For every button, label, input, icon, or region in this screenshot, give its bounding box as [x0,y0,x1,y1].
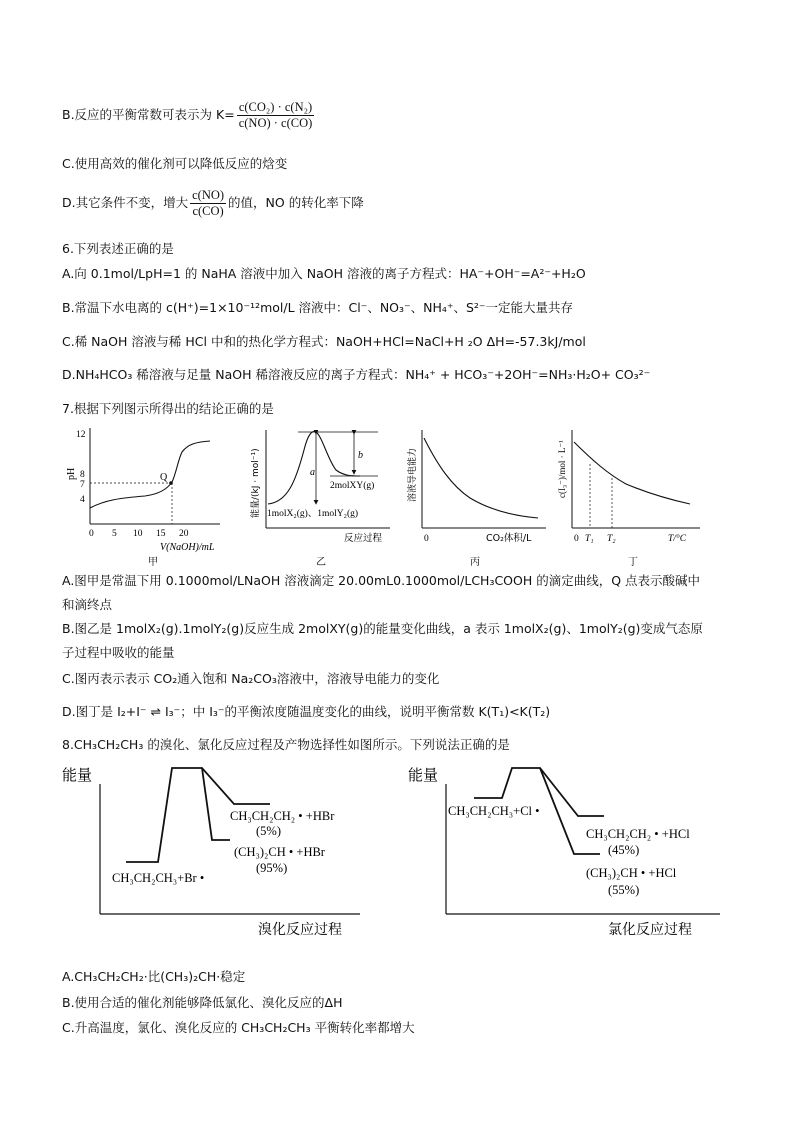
q6-option-b: B.常温下水电离的 c(H⁺)=1×10⁻¹²mol/L 溶液中：Cl⁻、NO₃⁻、NH₄⁺、S²⁻一定能大量共存 [62,300,574,315]
q6-option-d: D.NH₄HCO₃ 稀溶液与足量 NaOH 稀溶液反应的离子方程式：NH₄⁺ + HCO₃⁻+2OH⁻=NH₃·H₂O+ CO₃²⁻ [62,367,651,382]
jia-xtick-10: 10 [133,529,143,539]
yi-ylabel: 能量/(kJ · mol⁻¹) [251,448,261,518]
jia-ylabel: pH [66,467,77,480]
bromination-ylabel: 能量 [62,766,93,784]
jia-xtick-0: 0 [89,529,94,539]
q8-option-b: B.使用合适的催化剂能够降低氯化、溴化反应的ΔH [62,995,343,1010]
q6-option-a: A.向 0.1mol/LpH=1 的 NaHA 溶液中加入 NaOH 溶液的离子方程式：HA⁻+OH⁻=A²⁻+H₂O [62,266,586,281]
jia-xtick-5: 5 [112,529,117,539]
ding-origin: 0 [574,534,579,544]
chlorination-product2-pct: (55%) [608,883,640,897]
yi-xlabel: 反应过程 [344,533,383,544]
bromination-product1-pct: (5%) [256,824,281,838]
q8-figures [60,758,740,943]
jia-ytick-4: 4 [80,495,85,505]
yi-label-b: b [358,450,363,461]
figure-ding [557,430,700,568]
q8-option-a: A.CH₃CH₂CH₂·比(CH₃)₂CH·稳定 [62,969,246,984]
figure-bing [406,430,546,568]
q7-option-a-line2: 和滴终点 [62,597,113,612]
jia-ytick-12: 12 [76,430,86,440]
fraction-numerator: c(CO₂) · c(N₂) [237,100,315,116]
jia-ytick-8: 8 [80,470,85,480]
fraction-denominator: c(CO) [192,204,224,218]
q5-option-d-prefix: D.其它条件不变，增大 [62,195,189,210]
q5-option-d [62,188,364,219]
q5-option-b-text: B.反应的平衡常数可表示为 K= [62,107,235,122]
bromination-xlabel: 溴化反应过程 [258,922,342,938]
chlorination-path-lower [540,768,600,854]
yi-product-label: 2molXY(g) [330,481,375,491]
chlorination-reactant: CH₃CH₂CH₃+Cl • [448,804,540,818]
chlorination-product1: CH₃CH₂CH₂ • +HCl [586,827,690,841]
bromination-path-lower [202,768,230,840]
q7-option-a-line1: A.图甲是常温下用 0.1000mol/LNaOH 溶液滴定 20.00mL0.1000mol/LCH₃COOH 的滴定曲线，Q 点表示酸碱中 [62,573,701,588]
bing-caption: 丙 [470,557,480,568]
chlorination-diagram [408,766,720,938]
jia-xtick-20: 20 [179,529,189,539]
yi-caption: 乙 [316,557,326,568]
figure-yi [249,430,390,568]
yi-label-a: a [310,467,315,478]
point-q-label: Q [160,472,168,483]
equilibrium-constant-fraction [237,100,315,131]
bromination-product1: CH₃CH₂CH₂ • +HBr [230,809,335,823]
chlorination-product2: (CH₃)₂CH • +HCl [586,866,677,880]
figure-jia [66,428,220,568]
ding-ylabel: c(I₃⁻)/mol · L⁻¹ [557,440,567,498]
q5-option-c: C.使用高效的催化剂可以降低反应的焓变 [62,156,288,171]
chlorination-xlabel: 氯化反应过程 [608,922,692,938]
q5-option-b [62,100,316,131]
bromination-diagram [62,766,360,938]
q6-stem: 6.下列表述正确的是 [62,241,174,256]
titration-curve [90,441,210,508]
bing-origin: 0 [424,534,429,544]
q7-option-d: D.图丁是 I₂+I⁻ ⇌ I₃⁻；中 I₃⁻的平衡浓度随温度变化的曲线，说明平衡常数 K(T₁)<K(T₂) [62,704,551,719]
q8-option-c: C.升高温度，氯化、溴化反应的 CH₃CH₂CH₃ 平衡转化率都增大 [62,1020,415,1035]
ding-t1: T₁ [585,534,594,544]
q5-option-d-suffix: 的值，NO 的转化率下降 [228,195,364,210]
bromination-reactant: CH₃CH₂CH₃+Br • [112,871,205,885]
q6-option-c: C.稀 NaOH 溶液与稀 HCl 中和的热化学方程式：NaOH+HCl=NaCl+H ₂O ΔH=-57.3kJ/mol [62,334,586,349]
ding-t2: T₂ [607,534,616,544]
fraction-denominator: c(NO) · c(CO) [238,116,313,130]
ding-caption: 丁 [628,557,638,568]
jia-xtick-15: 15 [156,529,166,539]
chlorination-product1-pct: (45%) [608,843,640,857]
bromination-product2-pct: (95%) [256,861,288,875]
ratio-fraction [190,188,226,219]
q7-option-b-line2: 子过程中吸收的能量 [62,645,175,660]
jia-xlabel: V(NaOH)/mL [160,542,215,553]
q7-option-c: C.图丙表示表示 CO₂通入饱和 Na₂CO₃溶液中，溶液导电能力的变化 [62,671,440,686]
yi-reactant-label: 1molX₂(g)、1molY₂(g) [267,509,359,519]
chlorination-ylabel: 能量 [408,766,439,784]
q8-stem: 8.CH₃CH₂CH₃ 的溴化、氯化反应过程及产物选择性如图所示。下列说法正确的是 [62,737,510,752]
jia-ytick-7: 7 [80,480,85,490]
ding-xlabel: T/°C [668,534,687,544]
jia-caption: 甲 [148,557,158,568]
bing-xlabel: CO₂体积/L [486,533,532,544]
conductivity-curve [424,438,538,518]
q7-stem: 7.根据下列图示所得出的结论正确的是 [62,401,274,416]
bing-ylabel: 溶液导电能力 [408,447,418,502]
q7-figures [60,420,740,572]
fraction-numerator: c(NO) [192,188,225,202]
q7-option-b-line1: B.图乙是 1molX₂(g).1molY₂(g)反应生成 2molXY(g)的能量变化曲线，a 表示 1molX₂(g)、1molY₂(g)变成气态原 [62,621,703,636]
bromination-product2: (CH₃)₂CH • +HBr [234,845,325,859]
ding-curve [574,442,690,504]
